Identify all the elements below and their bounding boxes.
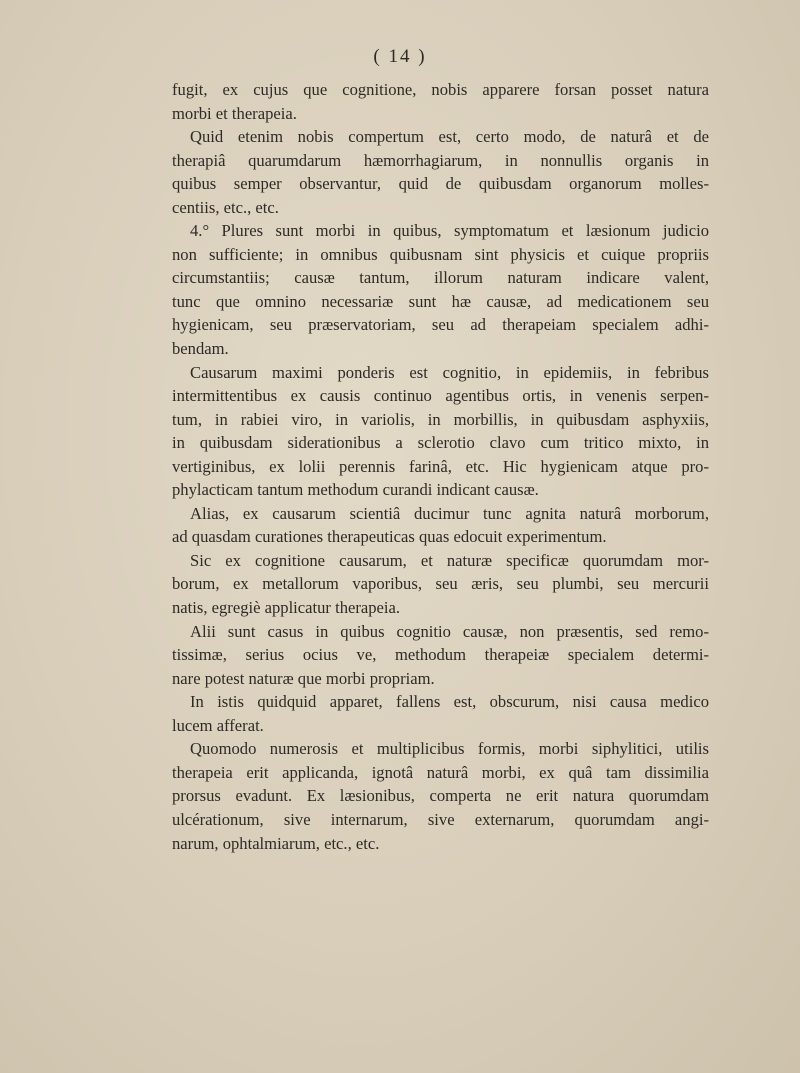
text-line: non sufficiente; in omnibus quibusnam sint physicis et cuique propriis — [172, 244, 709, 264]
text-line: centiis, etc., etc. — [172, 197, 279, 217]
text-line: Quid etenim nobis compertum est, certo modo, de naturâ et de — [190, 127, 709, 147]
text-line: fugit, ex cujus que cognitione, nobis apparere forsan posset natura — [172, 80, 709, 99]
text-line: tissimæ, serius ocius ve, methodum therapeiæ specialem determi- — [172, 645, 709, 665]
text-line: tunc que omnino necessariæ sunt hæ causæ, ad medicationem seu — [172, 291, 709, 311]
page-number: ( 14 ) — [373, 46, 427, 67]
text-line: morbi et therapeia. — [172, 103, 297, 123]
text-line: In istis quidquid apparet, fallens est, obscurum, nisi causa medico — [190, 692, 709, 712]
text-line: therapiâ quarumdarum hæmorrhagiarum, in nonnullis organis in — [172, 150, 709, 170]
text-line: vertiginibus, ex lolii perennis farinâ, etc. Hic hygienicam atque pro- — [172, 456, 709, 476]
text-line: natis, egregiè applicatur therapeia. — [172, 598, 401, 618]
text-line: in quibusdam siderationibus a sclerotio clavo cum tritico mixto, in — [172, 433, 709, 453]
text-line: prorsus evadunt. Ex læsionibus, comperta ne erit natura quorumdam — [172, 786, 709, 806]
text-line: phylacticam tantum methodum curandi indicant causæ. — [172, 480, 539, 500]
text-line: therapeia erit applicanda, ignotâ naturâ morbi, ex quâ tam dissimilia — [172, 762, 709, 782]
text-line: circumstantiis; causæ tantum, illorum naturam indicare valent, — [172, 268, 709, 288]
text-line: Alii sunt casus in quibus cognitio causæ, non præsentis, sed remo- — [190, 621, 709, 641]
text-line: ulcérationum, sive internarum, sive externarum, quorumdam angi- — [172, 809, 709, 829]
text-line: bendam. — [172, 339, 229, 359]
text-line: narum, ophtalmiarum, etc., etc. — [172, 833, 380, 853]
text-line: tum, in rabiei viro, in variolis, in morbillis, in quibusdam asphyxiis, — [172, 409, 709, 429]
text-line: Sic ex cognitione causarum, et naturæ specificæ quorumdam mor- — [190, 550, 709, 570]
text-line: nare potest naturæ que morbi propriam. — [172, 668, 435, 688]
text-line: Causarum maximi ponderis est cognitio, in epidemiis, in febribus — [190, 362, 709, 382]
text-line: Alias, ex causarum scientiâ ducimur tunc agnita naturâ morborum, — [190, 503, 709, 523]
text-line: borum, ex metallorum vaporibus, seu æris, seu plumbi, seu mercurii — [172, 574, 709, 594]
text-line: Quomodo numerosis et multiplicibus formis, morbi siphylitici, utilis — [190, 739, 709, 759]
text-line: quibus semper observantur, quid de quibusdam organorum molles- — [172, 174, 709, 194]
text-line: ad quasdam curationes therapeuticas quas edocuit experimentum. — [172, 527, 607, 547]
text-line: lucem afferat. — [172, 715, 264, 735]
text-line: hygienicam, seu præservatoriam, seu ad therapeiam specialem adhi- — [172, 315, 709, 335]
text-line: intermittentibus ex causis continuo agentibus ortis, in venenis serpen- — [172, 386, 709, 406]
body-text — [172, 78, 709, 855]
text-line: 4.° Plures sunt morbi in quibus, symptomatum et læsionum judicio — [190, 221, 709, 241]
